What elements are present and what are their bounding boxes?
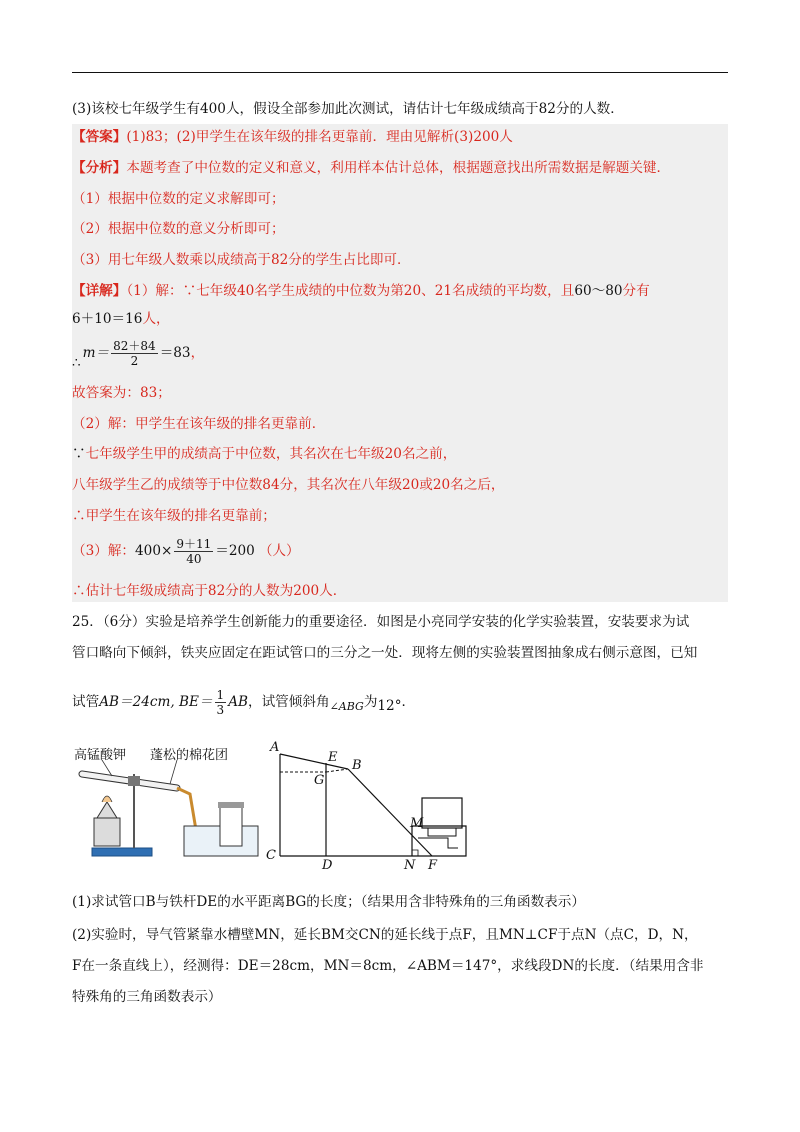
- step1: （1）根据中位数的定义求解即可；: [72, 191, 285, 207]
- q25-sub2-line3: 特殊角的三角函数表示）: [72, 989, 222, 1005]
- analysis-line: [72, 159, 670, 177]
- q25-sub2-line2: F在一条直线上），经测得：DE＝28cm，MN＝8cm，∠ABM＝147°，求线段DN的长度．（结果用含非: [72, 958, 704, 974]
- p3-head: （3）解：: [72, 543, 136, 559]
- detail-end: 分有: [622, 283, 650, 299]
- geometry-svg: [262, 740, 472, 870]
- p2-line1: [72, 445, 456, 463]
- label-M: M: [410, 816, 424, 831]
- label-B: B: [352, 758, 362, 773]
- detail-range: 60～80: [574, 283, 623, 299]
- analysis-text: 本题考查了中位数的定义和意义，利用样本估计总体，根据题意找出所需数据是解题关键．: [126, 160, 671, 176]
- label-F: F: [428, 858, 438, 873]
- detail-line1: [72, 282, 650, 300]
- label-C: C: [266, 848, 276, 863]
- detail-tag: 【详解】: [72, 283, 127, 299]
- header-rule: [72, 72, 728, 73]
- detail-text: （1）解：∵七年级40名学生成绩的中位数为第20、21名成绩的平均数，且: [126, 283, 575, 299]
- analysis-tag: 【分析】: [72, 160, 127, 176]
- detail-sum-line: [72, 310, 170, 328]
- p3-conclusion: ∴估计七年级成绩高于82分的人数为200人．: [72, 583, 347, 599]
- therefore-sign: ∴: [72, 355, 81, 371]
- answer-tag: 【答案】: [72, 129, 127, 145]
- q25-fraction: [215, 688, 227, 717]
- step3: （3）用七年级人数乘以成绩高于82分的学生占比即可．: [72, 252, 411, 268]
- because-sign: ∵: [72, 446, 86, 462]
- p2-line3: ∴甲学生在该年级的排名更靠前；: [72, 508, 276, 524]
- q25-line3: [72, 684, 415, 720]
- q25-angle: ∠ABG: [329, 700, 364, 713]
- median-formula: [72, 336, 204, 370]
- label-cotton: 蓬松的棉花团: [150, 748, 229, 763]
- detail-sum-unit: 人，: [142, 311, 170, 327]
- q25-deg: 12°: [377, 698, 402, 714]
- label-potassium-permanganate: 高锰酸钾: [74, 748, 127, 763]
- p3-unit: （人）: [258, 543, 300, 559]
- m-num: 82＋84: [113, 338, 156, 353]
- apparatus-illustration: [72, 744, 262, 864]
- q25-fnum: 1: [216, 687, 225, 702]
- geometry-diagram: [262, 740, 472, 873]
- step2: （2）根据中位数的意义分析即可；: [72, 221, 285, 237]
- q25-l3d: ．: [401, 694, 416, 710]
- p2-head: （2）解：甲学生在该年级的排名更靠前．: [72, 416, 326, 432]
- apparatus-drawing: [72, 744, 262, 864]
- label-D: D: [322, 858, 333, 873]
- p2-line2: 八年级学生乙的成绩等于中位数84分，其名次在八年级20或20名之后，: [72, 477, 505, 493]
- p3-den: 40: [186, 551, 202, 566]
- p3-fraction: [174, 537, 213, 566]
- q25-l3b: ，试管倾斜角: [248, 694, 330, 710]
- answer-83: 故答案为：83；: [72, 385, 171, 401]
- p2-l1-text: 七年级学生甲的成绩高于中位数，其名次在七年级20名之前，: [85, 446, 457, 462]
- label-A: A: [270, 740, 280, 755]
- detail-sum: 6＋10＝16: [72, 311, 143, 327]
- q25-fden: 3: [216, 702, 225, 717]
- q25-l3m1: AB＝24cm, BE＝: [99, 694, 213, 710]
- answer-text: (1)83；(2)甲学生在该年级的排名更靠前．理由见解析(3)200人: [126, 129, 513, 145]
- p3-b: ＝200: [215, 543, 255, 559]
- p3-formula: [72, 533, 300, 569]
- q25-line2: 管口略向下倾斜，铁夹应固定在距试管口的三分之一处．现将左侧的实验装置图抽象成右侧示意图，已知: [72, 645, 698, 661]
- q25-l3c: 为: [363, 694, 378, 710]
- q25-line1: 25．（6分）实验是培养学生创新能力的重要途径．如图是小亮同学安装的化学实验装置，安装要求为试: [72, 614, 690, 630]
- q25-sub2-line1: (2)实验时，导气管紧靠水槽壁MN，延长BM交CN的延长线于点F，且MN⊥CF于点N（点C，D，N，: [72, 927, 698, 943]
- p3-num: 9＋11: [176, 536, 212, 551]
- m-den: 2: [130, 353, 139, 368]
- m-result: ＝83: [159, 345, 191, 361]
- m-eq: m＝: [82, 345, 110, 361]
- label-E: E: [328, 750, 338, 765]
- answer-line: [72, 128, 513, 146]
- p3-a: 400×: [135, 543, 173, 559]
- q25-l3a: 试管: [72, 694, 100, 710]
- label-N: N: [404, 858, 416, 873]
- m-comma: ，: [190, 345, 205, 361]
- q25-l3m2: AB: [228, 694, 248, 710]
- q25-sub1: (1)求试管口B与铁杆DE的水平距离BG的长度；（结果用含非特殊角的三角函数表示）: [72, 894, 585, 910]
- q24-part3: (3)该校七年级学生有400人，假设全部参加此次测试，请估计七年级成绩高于82分的人数．: [72, 101, 624, 117]
- m-fraction: [111, 339, 158, 368]
- label-G: G: [314, 773, 325, 788]
